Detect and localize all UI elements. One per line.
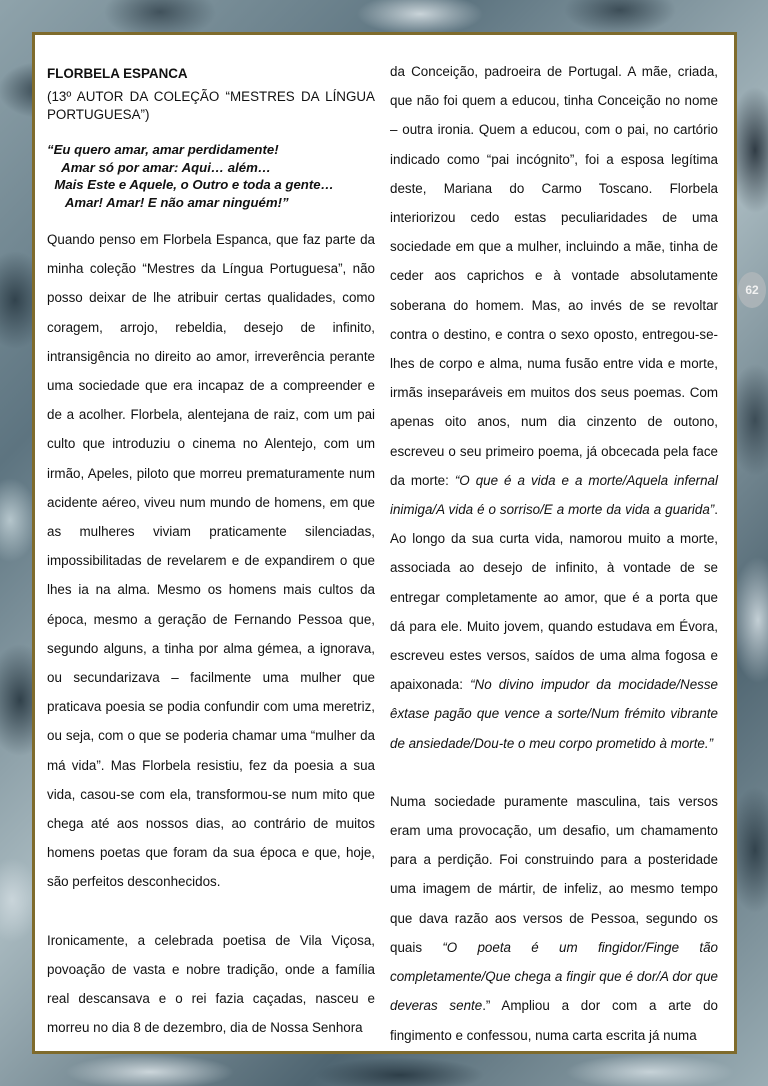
poem-quote: “O que é a vida e a morte/Aquela infernal inimiga/A vida é o sorriso/E a morte da vida a guarida” xyxy=(390,472,718,518)
paragraph-text: da Conceição, padroeira de Portugal. A mãe, criada, que não foi quem a educou, tinha Conceição no nome – outra ironia. Quem a educou, com o pai, no cartório indicado como “pai incógnito”, foi a esposa legítima deste, Mariana do Carmo Toscano. Florbela interiorizou cedo estas peculiaridades de uma sociedade em que a mulher, incluindo a mãe, tinha de ceder aos caprichos e à vontade absolutamente soberana do homem. Mas, ao invés de se revoltar contra o destino, e contra o sexo oposto, entregou-se-lhes de corpo e alma, numa fusão entre vida e morte, irmãs inseparáveis em muitos dos seus poemas. Com apenas oito anos, num dia cinzento de outono, escreveu o seu primeiro poema, já obcecada pela face da morte: xyxy=(390,64,718,488)
poem-quote: “O poeta é um fingidor/Finge tão completamente/Que chega a fingir que é dor/A dor que deveras sente xyxy=(390,939,718,1014)
paragraph-text: Numa sociedade puramente masculina, tais versos eram uma provocação, um desafio, um chamamento para a perdição. Foi construindo para a posteridade uma imagem de mártir, de infeliz, ao mesmo tempo que dava razão aos versos de Pessoa, segundo os quais xyxy=(390,793,718,955)
left-column xyxy=(47,35,375,1042)
poem-quote: “No divino impudor da mocidade/Nesse êxtase pagão que vence a sorte/Num frémito vibrante de ansiedade/Dou-te o meu corpo prometido à morte.” xyxy=(390,677,718,751)
page-number-badge: 62 xyxy=(738,272,766,308)
poem-line: “Eu quero amar, amar perdidamente! xyxy=(47,142,279,157)
paragraph-spacer xyxy=(47,897,375,926)
article-page xyxy=(32,32,737,1054)
body-paragraph: Quando penso em Florbela Espanca, que faz parte da minha coleção “Mestres da Língua Portuguesa”, não posso deixar de lhe atribuir certas qualidades, como coragem, arrojo, rebeldia, desejo de infinito, intransigência no direito ao amor, irreverência perante uma sociedade que era incapaz de a compreender e de a acolher. Florbela, alentejana de raiz, com um pai culto que introduziu o cinema no Alentejo, com um irmão, Apeles, piloto que morreu prematuramente num acidente aéreo, viveu num mundo de homens, em que as mulheres viviam praticamente silenciadas, impossibilitadas de revelarem e de expandirem o que lhes ia na alma. Mesmo os homens mais cultos da época, mesmo a geração de Fernando Pessoa que, segundo alguns, a tinha por alma gémea, a ignorava, ou secundarizava – facilmente uma mulher que praticava poesia se podia confundir com uma meretriz, ou seja, com o que se poderia chamar uma “mulher da má vida”. Mas Florbela resistiu, fez da poesia a sua vida, casou-se com ela, transformou-se num mito que chega até aos nossos dias, ao contrário de muitos homens poetas que foram da sua época e que, hoje, são perfeitos desconhecidos. xyxy=(47,232,375,890)
epigraph-poem xyxy=(47,141,375,211)
poem-line: Mais Este e Aquele, o Outro e toda a gente… xyxy=(47,177,334,192)
paragraph-spacer xyxy=(390,758,718,787)
body-paragraph: Ironicamente, a celebrada poetisa de Vila Viçosa, povoação de vasta e nobre tradição, onde a família real descansava e o rei fazia caçadas, nasceu e morreu no dia 8 de dezembro, dia de Nossa Senhora xyxy=(47,932,375,1036)
body-paragraph xyxy=(390,787,718,1050)
paragraph-text: . Ao longo da sua curta vida, namorou muito a morte, associada ao desejo de infinito, à vontade de se entregar completamente ao amor, que é a porta que dá para ele. Muito jovem, quando estudava em Évora, escreveu estes versos, saídos de uma alma fogosa e apaixonada: xyxy=(390,502,718,693)
poem-line: Amar só por amar: Aqui… além… xyxy=(47,159,271,175)
article-title: FLORBELA ESPANCA xyxy=(47,66,188,81)
right-column xyxy=(390,35,718,1050)
article-subtitle: (13º AUTOR DA COLEÇÃO “MESTRES DA LÍNGUA PORTUGUESA”) xyxy=(47,89,375,122)
poem-line: Amar! Amar! E não amar ninguém!” xyxy=(47,194,289,210)
body-paragraph xyxy=(390,57,718,758)
paragraph-text: .” Ampliou a dor com a arte do fingimento e confessou, numa carta escrita já numa xyxy=(390,998,718,1043)
